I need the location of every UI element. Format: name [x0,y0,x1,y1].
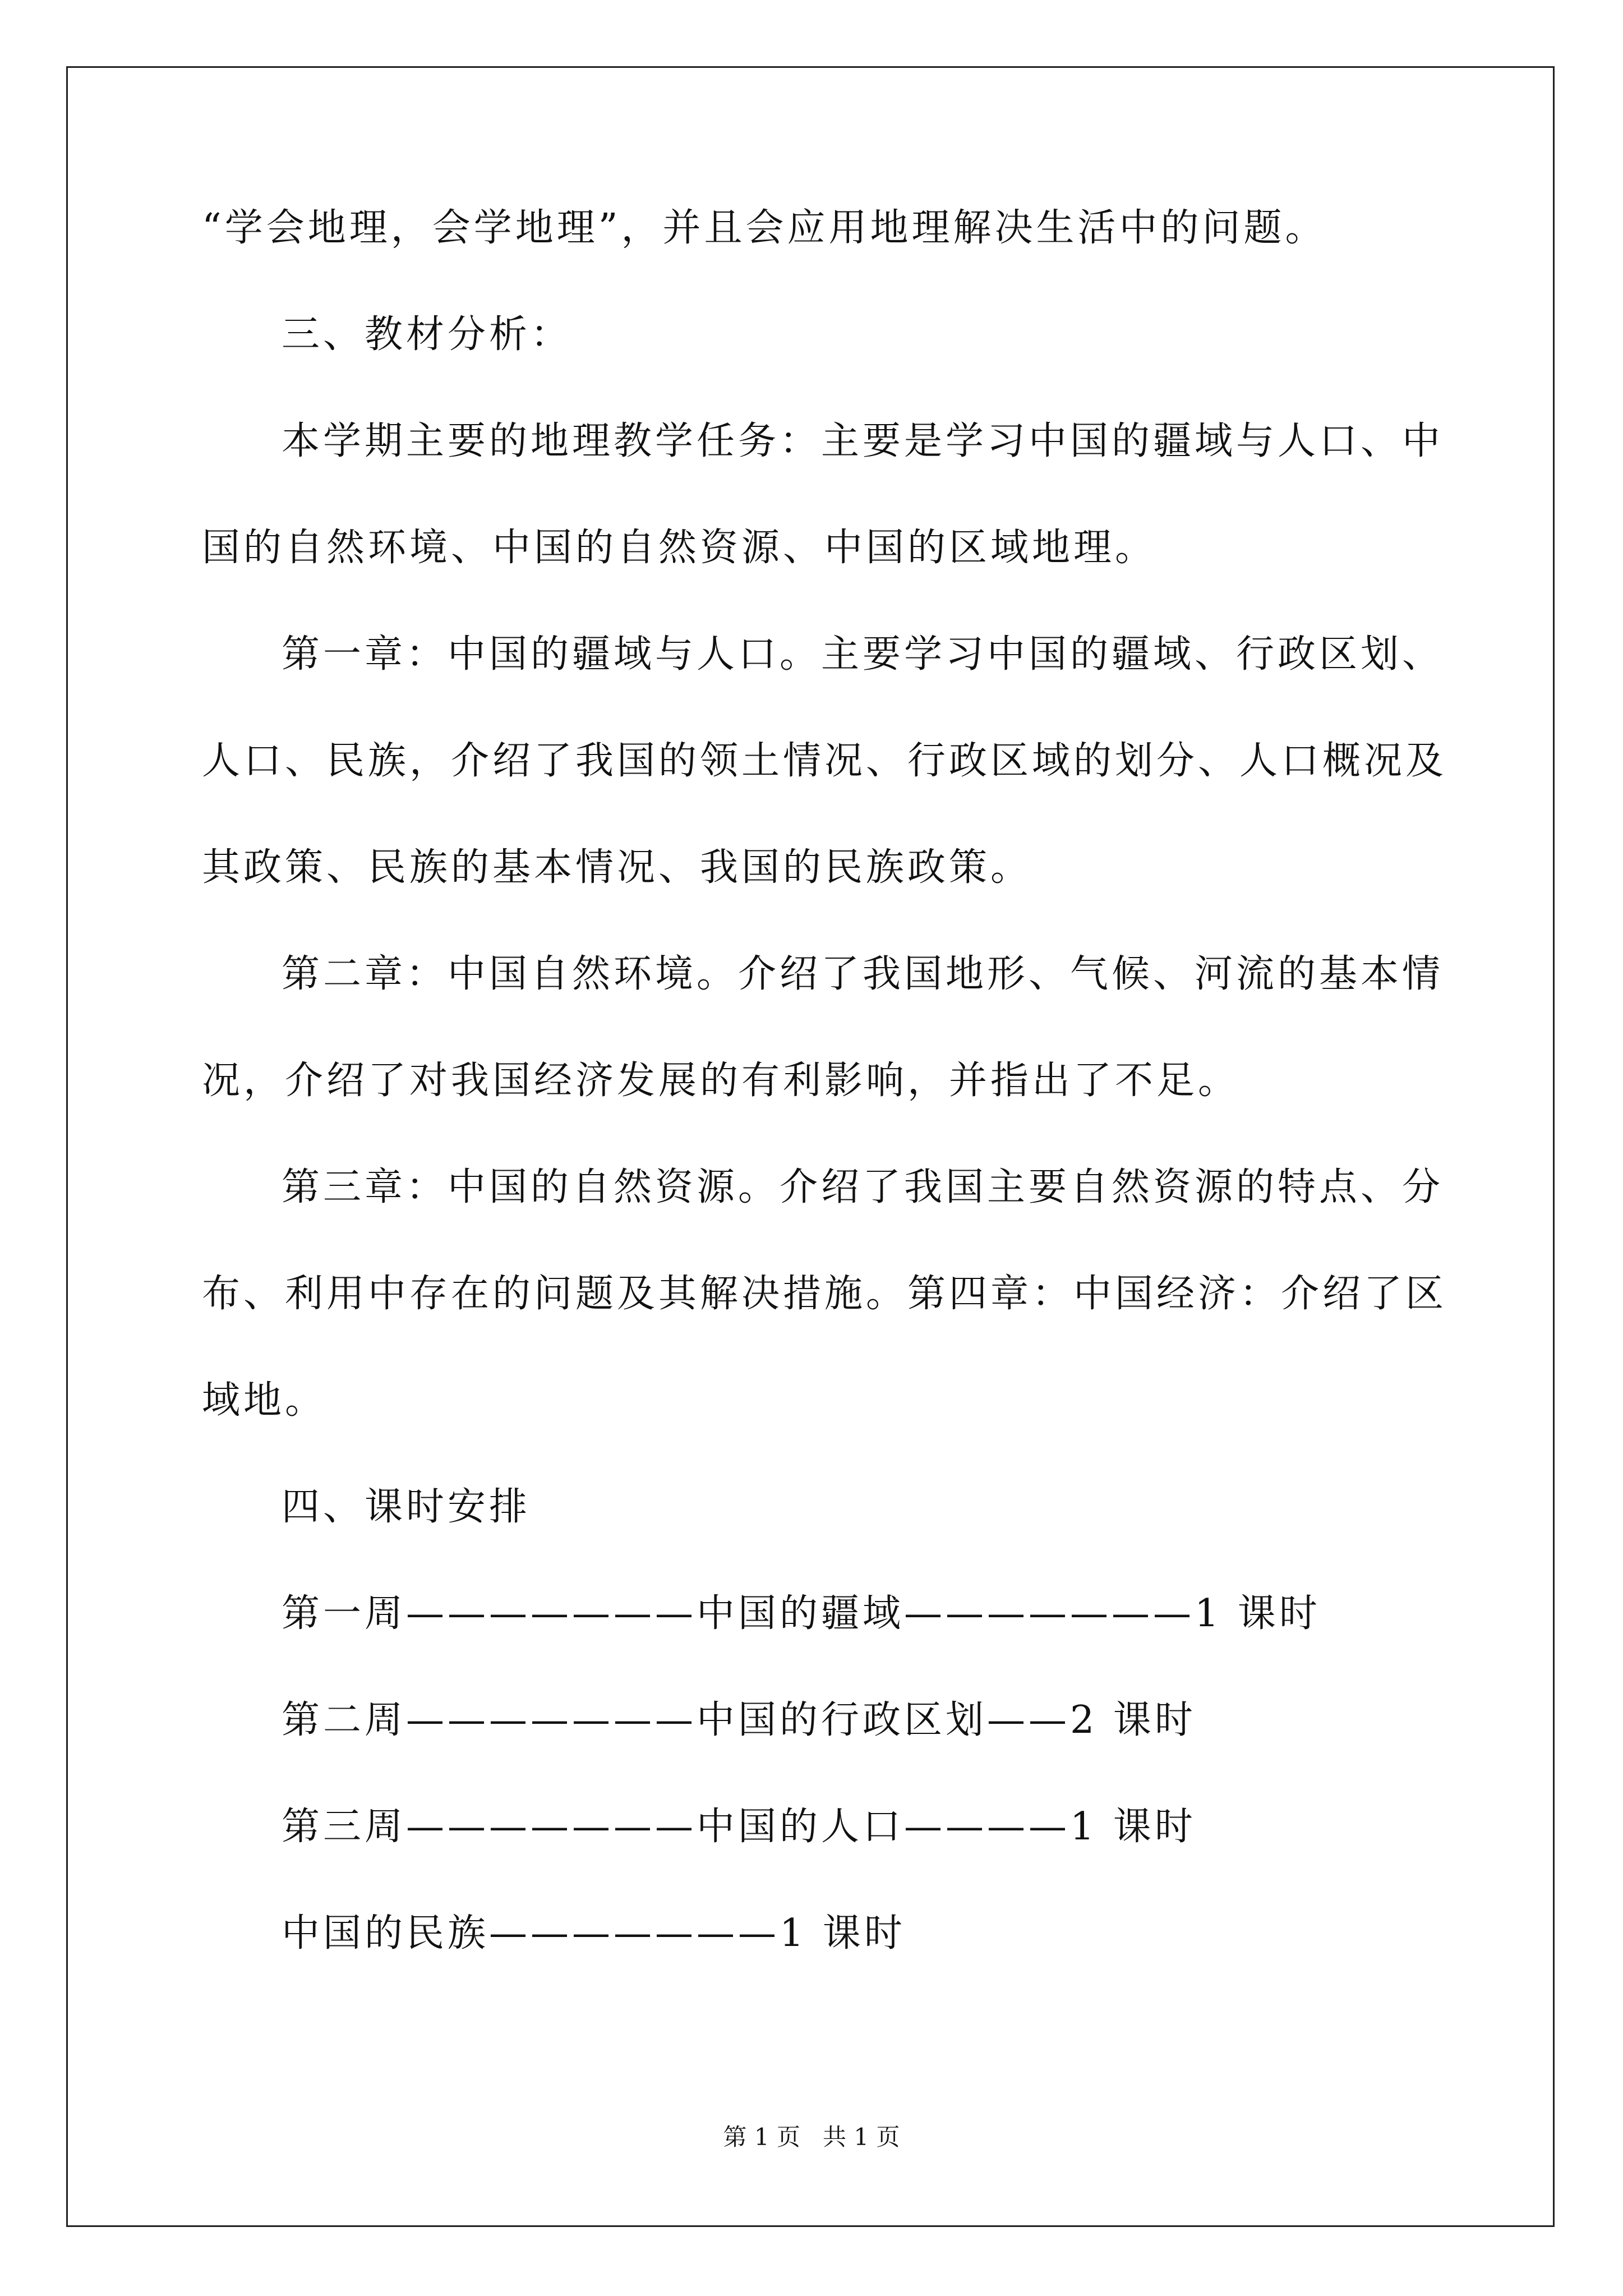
schedule-line: 第二周———————中国的行政区划——2 课时 [282,1698,1196,1742]
text-line: 第一章：中国的疆域与人口。主要学习中国的疆域、行政区划、 [282,632,1444,677]
text-line: 第三章：中国的自然资源。介绍了我国主要自然资源的特点、分 [282,1165,1444,1209]
schedule-line: 中国的民族———————1 课时 [282,1911,906,1955]
document-body [202,203,1447,2015]
text-line: 第二章：中国自然环境。介绍了我国地形、气候、河流的基本情 [282,952,1444,996]
text-line: “学会地理，会学地理”，并且会应用地理解决生活中的问题。 [202,206,1327,250]
text-line: 域地。 [202,1378,327,1423]
schedule-line: 第一周———————中国的疆域———————1 课时 [282,1591,1321,1636]
page-footer: 第 1 页 共 1 页 [723,2123,900,2151]
section-heading: 四、课时安排 [282,1485,531,1529]
text-line: 布、利用中存在的问题及其解决措施。第四章：中国经济：介绍了区 [202,1272,1447,1316]
schedule-line: 第三周———————中国的人口————1 课时 [282,1805,1196,1849]
text-line: 国的自然环境、中国的自然资源、中国的区域地理。 [202,526,1157,570]
text-line: 人口、民族，介绍了我国的领土情况、行政区域的划分、人口概况及 [202,739,1447,783]
text-line: 本学期主要的地理教学任务：主要是学习中国的疆域与人口、中 [282,419,1444,463]
section-heading: 三、教材分析： [282,312,573,357]
text-line: 其政策、民族的基本情况、我国的民族政策。 [202,845,1032,890]
text-line: 况，介绍了对我国经济发展的有利影响，并指出了不足。 [202,1059,1240,1103]
